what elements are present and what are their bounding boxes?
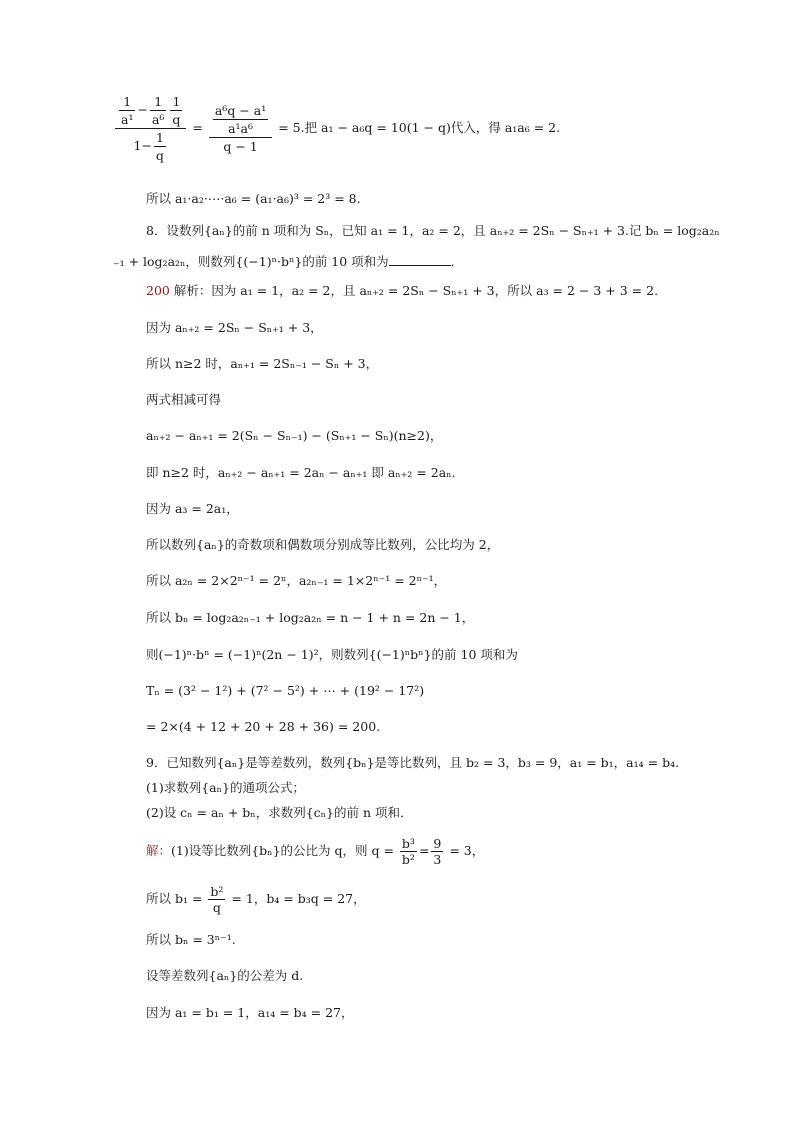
step-9: 所以 bₙ = log₂a₂ₙ₋₁ + log₂a₂ₙ = n − 1 + n = 2n − 1， xyxy=(146,610,475,625)
solution-line-4: 设等差数列{aₙ}的公差为 d. xyxy=(146,968,304,983)
answer-value: 200 xyxy=(146,283,170,298)
solution-line-3: 所以 bₙ = 3ⁿ⁻¹. xyxy=(146,932,236,947)
solution-label: 解： xyxy=(146,843,172,858)
step-11: Tₙ = (3² − 1²) + (7² − 5²) + ⋯ + (19² − 17²) xyxy=(146,683,425,698)
step-5: 即 n≥2 时，aₙ₊₂ − aₙ₊₁ = 2aₙ − aₙ₊₁ 即 aₙ₊₂ = 2aₙ. xyxy=(146,465,456,480)
solution-line-5: 因为 a₁ = b₁ = 1，a₁₄ = b₄ = 27， xyxy=(146,1005,354,1020)
solution-line-2: 所以 b₁ = $\frac{\text{b²}}{q}$ = 1，b₄ = b₃q = 27， xyxy=(146,884,366,915)
step-8: 所以 a₂ₙ = 2×2ⁿ⁻¹ = 2ⁿ，a₂ₙ₋₁ = 1×2ⁿ⁻¹ = 2ⁿ⁻¹， xyxy=(146,573,447,588)
step-3: 两式相减可得 xyxy=(146,392,222,407)
step-4: aₙ₊₂ − aₙ₊₁ = 2(Sₙ − Sₙ₋₁) − (Sₙ₊₁ − Sₙ)(n≥2)， xyxy=(146,428,443,443)
step-2: 所以 n≥2 时，aₙ₊₁ = 2Sₙ₋₁ − Sₙ + 3， xyxy=(146,356,379,371)
step-10: 则(−1)ⁿ·bⁿ = (−1)ⁿ(2n − 1)²，则数列{(−1)ⁿbⁿ}的前 10 项和为 xyxy=(146,647,518,662)
main-fraction: $\frac{1}{\text{a¹}}$ − $\frac{1}{\text{a⁶}}$ $\frac{1}{q}$ 1− $\frac{1}{q}$ xyxy=(115,93,186,164)
step-12: = 2×(4 + 12 + 20 + 28 + 36) = 200. xyxy=(146,719,381,734)
step-1: 因为 aₙ₊₂ = 2Sₙ − Sₙ₊₁ + 3， xyxy=(146,320,323,335)
answer-line: 200 解析：因为 a₁ = 1，a₂ = 2，且 aₙ₊₂ = 2Sₙ − Sₙ₊₁ + 3，所以 a₃ = 2 − 3 + 3 = 2. xyxy=(146,283,659,298)
step-7: 所以数列{aₙ}的奇数项和偶数项分别成等比数列，公比均为 2， xyxy=(146,537,500,552)
compound-fraction: $\frac{1}{\text{a¹}}$ − $\frac{1}{\text{a⁶}}$ $\frac{1}{q}$ 1− $\frac{1}{q}$ = $\frac{\frac{\text{a⁶q − a¹}}{\text{a¹a⁶}}}{q - 1}$ = 5.把 a₁ − a₆q = 10(1 − q)代入，得 a₁a₆ = 2. xyxy=(113,93,560,164)
question-9-part-1: (1)求数列{aₙ}的通项公式； xyxy=(146,780,305,795)
line-1-rest: = 5.把 a₁ − a₆q = 10(1 − q)代入，得 a₁a₆ = 2. xyxy=(278,120,561,135)
solution-line-1: 解：(1)设等比数列{bₙ}的公比为 q，则 q = $\frac{\text{b³}}{\text{b²}}$ = $\frac{9}{3}$ = 3， xyxy=(146,836,485,867)
question-8-line-2: ₋₁ + log₂a₂ₙ，则数列{(−1)ⁿ·bⁿ}的前 10 项和为 ． xyxy=(113,254,464,269)
question-9: 9．已知数列{aₙ}是等差数列，数列{bₙ}是等比数列，且 b₂ = 3，b₃ = 9，a₁ = b₁，a₁₄ = b₄. xyxy=(146,755,680,770)
right-fraction: $\frac{\frac{\text{a⁶q − a¹}}{\text{a¹a⁶}}}{q - 1}$ xyxy=(209,102,272,155)
answer-blank xyxy=(389,253,451,266)
question-8-line-1: 8．设数列{aₙ}的前 n 项和为 Sₙ，已知 a₁ = 1，a₂ = 2，且 aₙ₊₂ = 2Sₙ − Sₙ₊₁ + 3.记 bₙ = log₂a₂ₙ xyxy=(146,223,720,238)
question-9-part-2: (2)设 cₙ = aₙ + bₙ，求数列{cₙ}的前 n 项和． xyxy=(146,805,413,820)
step-6: 因为 a₃ = 2a₁， xyxy=(146,501,239,516)
line-product: 所以 a₁·a₂·⋯·a₆ = (a₁·a₆)³ = 2³ = 8. xyxy=(146,191,361,206)
